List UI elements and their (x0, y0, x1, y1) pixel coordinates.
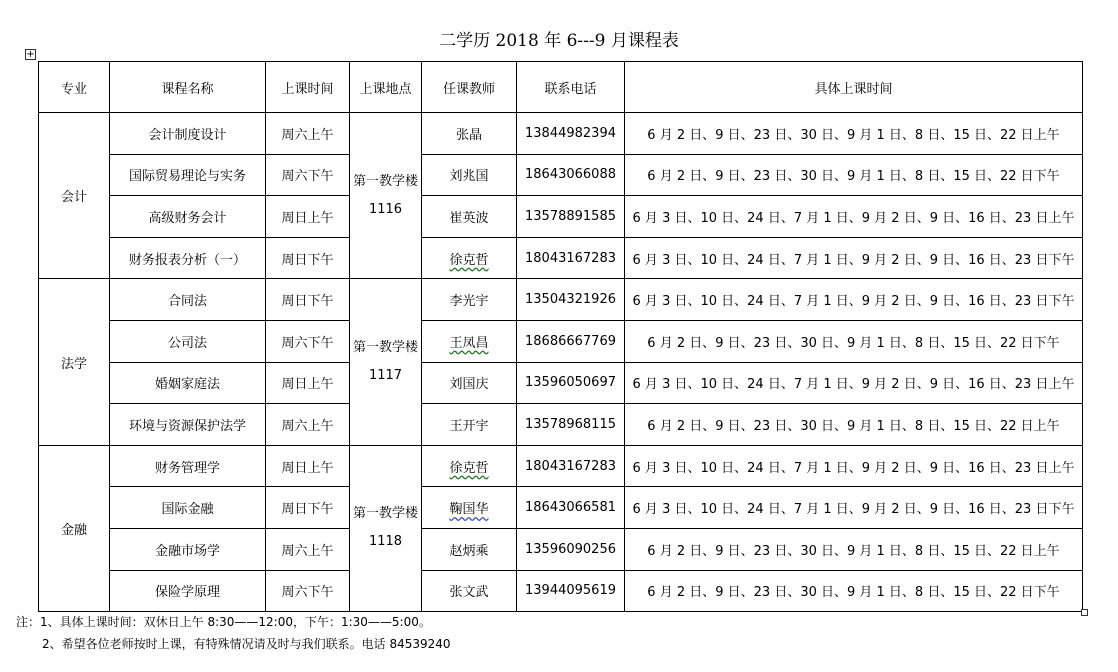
course-cell: 国际贸易理论与实务 (110, 154, 266, 196)
course-cell: 金融市场学 (110, 528, 266, 570)
table-resize-handle-icon[interactable] (1081, 609, 1088, 616)
major-cell: 会计 (39, 113, 110, 279)
detail-cell: 6 月 3 日、10 日、24 日、7 月 1 日、9 月 2 日、9 日、16 日、23 日下午 (625, 487, 1083, 529)
teacher-cell (422, 362, 517, 404)
teacher-name: 刘兆国 (449, 169, 489, 185)
detail-cell: 6 月 3 日、10 日、24 日、7 月 1 日、9 月 2 日、9 日、16 日、23 日上午 (625, 196, 1083, 238)
table-row (39, 237, 1083, 279)
table-row (39, 487, 1083, 529)
course-cell: 婚姻家庭法 (110, 362, 266, 404)
table-row (39, 154, 1083, 196)
header-teacher: 任课教师 (422, 62, 517, 113)
detail-cell: 6 月 2 日、9 日、23 日、30 日、9 月 1 日、8 日、15 日、22 日上午 (625, 113, 1083, 155)
table-row (39, 404, 1083, 446)
teacher-name: 刘国庆 (449, 377, 489, 393)
location-cell: 第一教学楼 1116 (350, 113, 422, 279)
phone-cell: 18643066581 (517, 487, 625, 529)
teacher-name: 徐克哲 (449, 252, 489, 268)
time-cell: 周六上午 (266, 113, 350, 155)
header-location: 上课地点 (350, 62, 422, 113)
header-major: 专业 (39, 62, 110, 113)
teacher-name: 赵炳乘 (449, 543, 489, 559)
teacher-cell (422, 279, 517, 321)
teacher-cell (422, 404, 517, 446)
detail-cell: 6 月 3 日、10 日、24 日、7 月 1 日、9 月 2 日、9 日、16 日、23 日下午 (625, 237, 1083, 279)
detail-cell: 6 月 2 日、9 日、23 日、30 日、9 月 1 日、8 日、15 日、22 日上午 (625, 404, 1083, 446)
teacher-cell (422, 570, 517, 612)
major-cell: 金融 (39, 445, 110, 611)
header-phone: 联系电话 (517, 62, 625, 113)
header-row (39, 62, 1083, 113)
teacher-cell (422, 196, 517, 238)
notes (16, 611, 451, 655)
location-cell: 第一教学楼 1118 (350, 445, 422, 611)
teacher-name: 张文武 (449, 585, 489, 601)
course-cell: 高级财务会计 (110, 196, 266, 238)
table-row (39, 320, 1083, 362)
time-cell: 周六下午 (266, 320, 350, 362)
phone-cell: 18686667769 (517, 320, 625, 362)
page-title: 二学历 2018 年 6---9 月课程表 (439, 31, 679, 51)
detail-cell: 6 月 3 日、10 日、24 日、7 月 1 日、9 月 2 日、9 日、16 日、23 日上午 (625, 362, 1083, 404)
table-row (39, 196, 1083, 238)
teacher-cell (422, 487, 517, 529)
major-cell: 法学 (39, 279, 110, 445)
teacher-cell (422, 445, 517, 487)
detail-cell: 6 月 2 日、9 日、23 日、30 日、9 月 1 日、8 日、15 日、22 日上午 (625, 528, 1083, 570)
teacher-name: 李光宇 (449, 294, 489, 310)
teacher-name: 王开宇 (449, 418, 489, 434)
table-row (39, 113, 1083, 155)
phone-cell: 13944095619 (517, 570, 625, 612)
course-cell: 合同法 (110, 279, 266, 321)
phone-cell: 13596050697 (517, 362, 625, 404)
time-cell: 周日下午 (266, 279, 350, 321)
course-cell: 会计制度设计 (110, 113, 266, 155)
table-row (39, 279, 1083, 321)
course-cell: 环境与资源保护法学 (110, 404, 266, 446)
table-row (39, 362, 1083, 404)
teacher-name: 王凤昌 (449, 335, 489, 351)
time-cell: 周六下午 (266, 570, 350, 612)
header-course: 课程名称 (110, 62, 266, 113)
detail-cell: 6 月 3 日、10 日、24 日、7 月 1 日、9 月 2 日、9 日、16 日、23 日下午 (625, 279, 1083, 321)
detail-cell: 6 月 2 日、9 日、23 日、30 日、9 月 1 日、8 日、15 日、22 日下午 (625, 320, 1083, 362)
course-cell: 财务报表分析（一） (110, 237, 266, 279)
phone-cell: 13578968115 (517, 404, 625, 446)
teacher-cell (422, 113, 517, 155)
time-cell: 周六上午 (266, 404, 350, 446)
table-row (39, 528, 1083, 570)
course-cell: 国际金融 (110, 487, 266, 529)
teacher-name: 鞠国华 (449, 502, 489, 518)
detail-cell: 6 月 2 日、9 日、23 日、30 日、9 月 1 日、8 日、15 日、22 日下午 (625, 570, 1083, 612)
teacher-name: 张晶 (455, 127, 482, 143)
header-time: 上课时间 (266, 62, 350, 113)
phone-cell: 18643066088 (517, 154, 625, 196)
note-line-2: 2、希望各位老师按时上课，有特殊情况请及时与我们联系。电话 84539240 (42, 637, 451, 651)
teacher-cell (422, 237, 517, 279)
phone-cell: 13596090256 (517, 528, 625, 570)
teacher-name: 崔英波 (449, 210, 489, 226)
teacher-cell (422, 154, 517, 196)
time-cell: 周六上午 (266, 528, 350, 570)
time-cell: 周日下午 (266, 237, 350, 279)
teacher-cell (422, 528, 517, 570)
time-cell: 周六下午 (266, 154, 350, 196)
course-cell: 财务管理学 (110, 445, 266, 487)
teacher-cell (422, 320, 517, 362)
time-cell: 周日下午 (266, 487, 350, 529)
time-cell: 周日上午 (266, 362, 350, 404)
phone-cell: 13504321926 (517, 279, 625, 321)
phone-cell: 13844982394 (517, 113, 625, 155)
phone-cell: 13578891585 (517, 196, 625, 238)
time-cell: 周日上午 (266, 445, 350, 487)
course-cell: 保险学原理 (110, 570, 266, 612)
teacher-name: 徐克哲 (449, 460, 489, 476)
time-cell: 周日上午 (266, 196, 350, 238)
course-cell: 公司法 (110, 320, 266, 362)
header-detail: 具体上课时间 (625, 62, 1083, 113)
table-row (39, 445, 1083, 487)
table-move-handle-icon[interactable]: + (26, 49, 35, 60)
note-line-1: 注：1、具体上课时间：双休日上午 8:30——12:00，下午：1:30——5:00。 (16, 615, 431, 629)
schedule-body (39, 113, 1083, 612)
phone-cell: 18043167283 (517, 237, 625, 279)
detail-cell: 6 月 2 日、9 日、23 日、30 日、9 月 1 日、8 日、15 日、22 日下午 (625, 154, 1083, 196)
table-row (39, 570, 1083, 612)
detail-cell: 6 月 3 日、10 日、24 日、7 月 1 日、9 月 2 日、9 日、16 日、23 日上午 (625, 445, 1083, 487)
phone-cell: 18043167283 (517, 445, 625, 487)
location-cell: 第一教学楼 1117 (350, 279, 422, 445)
schedule-table (38, 61, 1083, 612)
